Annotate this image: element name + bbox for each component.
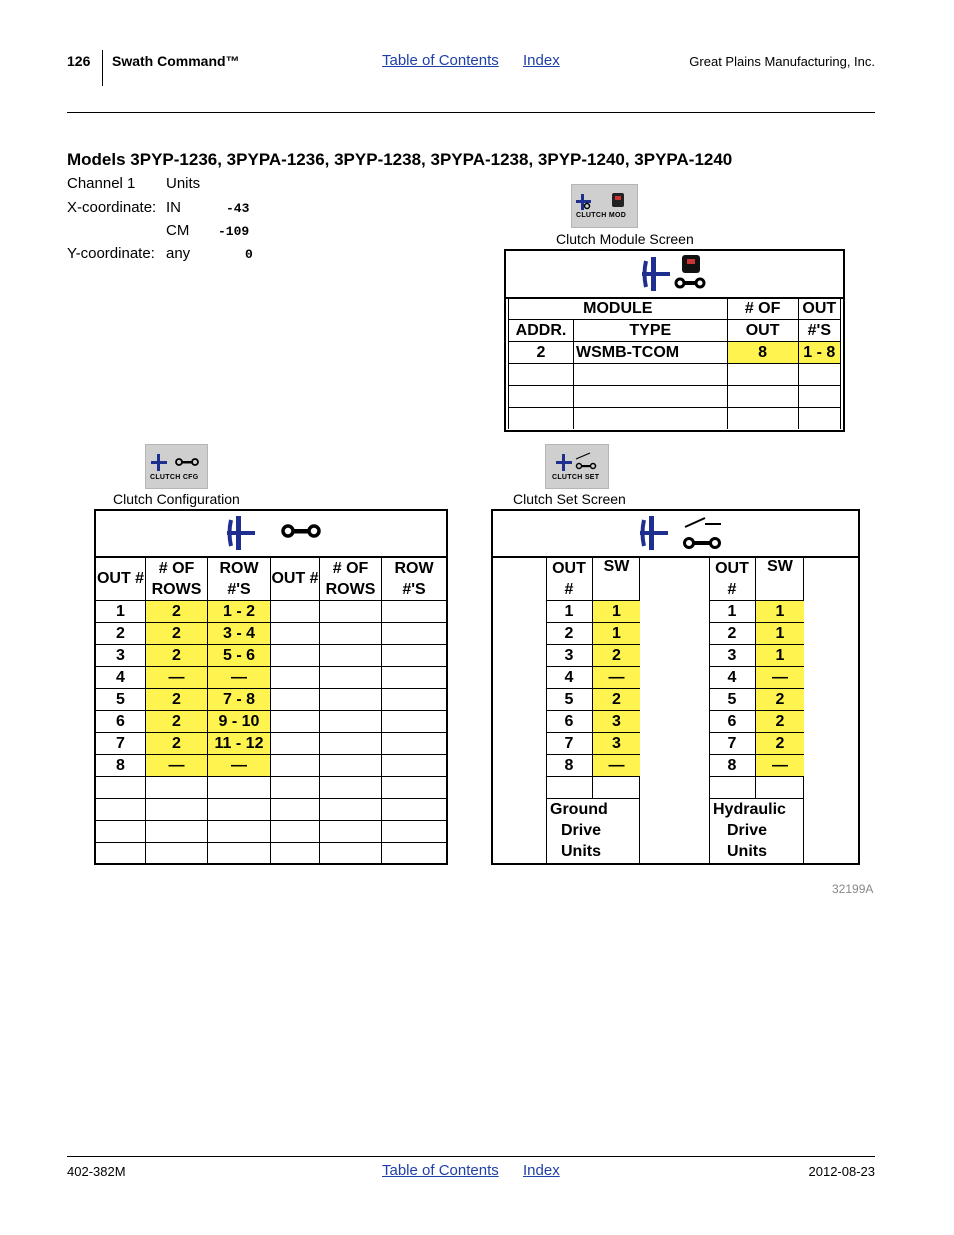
table-cell: 4 — [96, 667, 146, 689]
table-row — [709, 667, 804, 689]
config-screen-caption: Clutch Configuration — [113, 491, 240, 507]
table-cell — [271, 623, 320, 645]
clutch-module-icon — [572, 185, 637, 227]
table-cell — [593, 777, 641, 799]
clutch-config-icon — [146, 445, 207, 488]
toc-link[interactable]: Table of Contents — [382, 52, 499, 69]
clutch-set-label: CLUTCH SET — [552, 474, 600, 481]
module-screen-header — [506, 251, 843, 299]
clutch-set-button[interactable] — [545, 444, 609, 489]
table-cell — [509, 386, 574, 408]
doc-number: 402-382M — [67, 1164, 126, 1179]
table-row — [709, 777, 804, 799]
module-addr-cell: 2 — [509, 342, 574, 364]
table-cell: 2 — [146, 689, 208, 711]
table-cell — [271, 689, 320, 711]
table-cell: 3 — [709, 645, 756, 667]
table-cell — [320, 799, 382, 821]
table-cell — [320, 711, 382, 733]
clutch-set-icon — [546, 445, 608, 488]
table-row — [709, 623, 804, 645]
table-cell — [320, 645, 382, 667]
table-row — [96, 645, 446, 667]
table-cell — [146, 777, 208, 799]
set-screen-header — [493, 511, 858, 558]
table-cell — [727, 408, 798, 430]
table-cell — [382, 733, 447, 755]
table-row — [546, 601, 640, 623]
table-row — [509, 386, 841, 408]
header-rule — [67, 112, 875, 113]
footer-date: 2012-08-23 — [808, 1164, 875, 1179]
table-row — [546, 667, 640, 689]
x-in-unit: IN — [166, 199, 181, 216]
table-cell: — — [756, 755, 805, 777]
ground-drive-label: Ground Drive Units — [550, 801, 608, 860]
units-label: Units — [166, 175, 201, 192]
table-row — [546, 777, 640, 799]
table-cell — [320, 755, 382, 777]
table-cell: 5 — [96, 689, 146, 711]
num-of-header: # OF — [727, 298, 798, 320]
table-row — [96, 777, 446, 799]
table-cell: 8 — [709, 755, 756, 777]
page-number: 126 — [67, 53, 91, 69]
table-cell: 7 — [546, 733, 593, 755]
module-header: MODULE — [509, 298, 728, 320]
table-cell — [146, 799, 208, 821]
module-out-numbers-cell: 1 - 8 — [798, 342, 840, 364]
table-cell: 1 — [593, 601, 641, 623]
table-cell: 1 — [96, 601, 146, 623]
addr-header: ADDR. — [509, 320, 574, 342]
table-cell — [382, 601, 447, 623]
table-row — [96, 689, 446, 711]
table-cell — [709, 777, 756, 799]
table-row — [546, 689, 640, 711]
table-cell — [208, 821, 271, 843]
table-cell: 1 — [593, 623, 641, 645]
table-cell — [382, 689, 447, 711]
clutch-config-header-icon — [218, 511, 328, 556]
table-cell — [96, 799, 146, 821]
figure-id: 32199A — [832, 882, 874, 896]
table-row — [96, 667, 446, 689]
table-row — [546, 645, 640, 667]
x-in-value: -43 — [226, 201, 250, 216]
clutch-cfg-button[interactable] — [145, 444, 208, 489]
table-cell: 1 - 2 — [208, 601, 271, 623]
table-cell — [96, 843, 146, 865]
table-cell: — — [756, 667, 805, 689]
table-cell — [271, 777, 320, 799]
cfg-row-numbers-header: ROW #'S — [208, 557, 271, 601]
header-divider — [102, 50, 103, 86]
table-cell — [727, 364, 798, 386]
table-cell: 8 — [96, 755, 146, 777]
table-cell — [208, 843, 271, 865]
table-cell: 1 — [546, 601, 593, 623]
module-screen-caption: Clutch Module Screen — [556, 231, 694, 247]
clutch-cfg-label: CLUTCH CFG — [150, 474, 199, 481]
table-row — [96, 711, 446, 733]
table-row — [96, 623, 446, 645]
table-cell: — — [146, 755, 208, 777]
table-cell: 6 — [96, 711, 146, 733]
out-numbers-header: #'S — [798, 320, 840, 342]
clutch-mod-label: CLUTCH MOD — [576, 212, 627, 219]
y-value: 0 — [245, 247, 253, 262]
table-cell — [320, 843, 382, 865]
table-cell — [727, 386, 798, 408]
table-cell: — — [593, 667, 641, 689]
table-cell — [382, 821, 447, 843]
table-cell: 2 — [546, 623, 593, 645]
table-cell — [320, 689, 382, 711]
table-cell — [382, 799, 447, 821]
table-cell — [382, 667, 447, 689]
table-cell — [146, 821, 208, 843]
clutch-set-header-icon — [633, 511, 733, 556]
table-cell: 2 — [146, 601, 208, 623]
table-cell: 5 - 6 — [208, 645, 271, 667]
out-header: OUT — [798, 298, 840, 320]
hydraulic-out-header: OUT # — [709, 557, 756, 601]
table-cell — [271, 711, 320, 733]
table-cell — [271, 733, 320, 755]
table-cell — [271, 821, 320, 843]
table-cell — [798, 364, 840, 386]
table-cell — [382, 711, 447, 733]
clutch-module-screen — [504, 249, 845, 432]
table-row — [509, 342, 841, 364]
table-row — [709, 689, 804, 711]
table-cell: 3 — [593, 733, 641, 755]
cfg-rows-header: # OF ROWS — [146, 557, 208, 601]
table-cell — [146, 843, 208, 865]
table-cell: 7 — [709, 733, 756, 755]
table-cell: 2 — [593, 645, 641, 667]
table-cell — [382, 777, 447, 799]
table-cell: 2 — [756, 689, 805, 711]
table-cell: 11 - 12 — [208, 733, 271, 755]
table-cell — [320, 821, 382, 843]
table-row — [96, 843, 446, 865]
table-cell: 4 — [709, 667, 756, 689]
table-cell: 5 — [546, 689, 593, 711]
table-row — [546, 623, 640, 645]
hydraulic-drive-label: Hydraulic Drive Units — [713, 801, 786, 860]
table-row — [96, 799, 446, 821]
table-cell — [320, 601, 382, 623]
config-table — [96, 557, 446, 864]
x-cm-value: -109 — [218, 224, 250, 239]
cfg-out-header-2: OUT # — [271, 557, 320, 601]
table-cell: 9 - 10 — [208, 711, 271, 733]
x-cm-unit: CM — [166, 222, 190, 239]
table-cell — [271, 601, 320, 623]
table-cell: — — [208, 667, 271, 689]
table-cell: 7 - 8 — [208, 689, 271, 711]
table-cell: 4 — [546, 667, 593, 689]
table-cell — [208, 777, 271, 799]
table-row — [96, 601, 446, 623]
table-cell: 3 — [546, 645, 593, 667]
table-row — [709, 645, 804, 667]
table-cell — [271, 799, 320, 821]
hydraulic-sw-header: SW — [756, 557, 805, 601]
table-row — [96, 733, 446, 755]
table-row — [546, 711, 640, 733]
clutch-configuration-screen — [94, 509, 448, 865]
table-cell: — — [593, 755, 641, 777]
table-cell — [798, 408, 840, 430]
table-cell — [574, 386, 728, 408]
table-cell: 2 — [709, 623, 756, 645]
table-cell: 2 — [146, 623, 208, 645]
table-cell — [208, 799, 271, 821]
table-cell — [96, 777, 146, 799]
table-cell: 7 — [96, 733, 146, 755]
table-row — [96, 755, 446, 777]
ground-drive-table — [546, 557, 640, 799]
table-cell — [271, 667, 320, 689]
module-type-cell: WSMB-TCOM — [574, 342, 728, 364]
table-cell — [798, 386, 840, 408]
table-cell: 3 — [593, 711, 641, 733]
table-cell — [509, 364, 574, 386]
table-cell — [382, 645, 447, 667]
table-row — [509, 408, 841, 430]
table-cell — [546, 777, 593, 799]
y-unit: any — [166, 245, 191, 262]
table-cell — [96, 821, 146, 843]
table-cell — [320, 623, 382, 645]
table-cell: 2 — [756, 711, 805, 733]
clutch-module-header-icon — [638, 251, 718, 297]
ground-sw-header: SW — [593, 557, 641, 601]
table-cell — [574, 364, 728, 386]
cfg-row-numbers-header-2: ROW #'S — [382, 557, 447, 601]
set-screen-caption: Clutch Set Screen — [513, 491, 626, 507]
table-row — [709, 711, 804, 733]
table-cell: 6 — [709, 711, 756, 733]
table-cell: 2 — [96, 623, 146, 645]
footer-rule — [67, 1156, 875, 1157]
footer-index-link[interactable]: Index — [523, 1162, 560, 1179]
page-title: Models 3PYP-1236, 3PYPA-1236, 3PYP-1238, 3PYPA-1238, 3PYP-1240, 3PYPA-1240 — [67, 150, 733, 169]
module-out-count-cell: 8 — [727, 342, 798, 364]
table-cell: 2 — [146, 711, 208, 733]
table-cell — [382, 623, 447, 645]
module-table — [508, 298, 841, 429]
table-cell: 3 - 4 — [208, 623, 271, 645]
x-coordinate-label: X-coordinate: — [67, 199, 157, 216]
table-cell — [320, 667, 382, 689]
out-count-header: OUT — [727, 320, 798, 342]
section-title: Swath Command™ — [112, 53, 240, 69]
table-row — [709, 733, 804, 755]
table-cell: 5 — [709, 689, 756, 711]
ground-out-header: OUT # — [546, 557, 593, 601]
table-cell — [574, 408, 728, 430]
table-cell: 2 — [146, 645, 208, 667]
table-cell — [320, 733, 382, 755]
table-cell: 1 — [709, 601, 756, 623]
table-cell: 1 — [756, 645, 805, 667]
table-cell — [382, 843, 447, 865]
table-cell: 6 — [546, 711, 593, 733]
table-cell — [271, 755, 320, 777]
table-row — [709, 755, 804, 777]
company-name: Great Plains Manufacturing, Inc. — [689, 54, 875, 69]
cfg-rows-header-2: # OF ROWS — [320, 557, 382, 601]
table-cell: — — [208, 755, 271, 777]
table-cell: 1 — [756, 601, 805, 623]
table-cell — [382, 755, 447, 777]
config-screen-header — [96, 511, 446, 558]
table-cell: 2 — [756, 733, 805, 755]
table-cell: 2 — [593, 689, 641, 711]
table-cell — [320, 777, 382, 799]
footer-toc-link[interactable]: Table of Contents — [382, 1162, 499, 1179]
cfg-out-header: OUT # — [96, 557, 146, 601]
table-row — [96, 821, 446, 843]
clutch-mod-button[interactable] — [571, 184, 638, 228]
type-header: TYPE — [574, 320, 728, 342]
table-cell: 8 — [546, 755, 593, 777]
table-cell — [509, 408, 574, 430]
table-cell — [271, 843, 320, 865]
table-cell: 3 — [96, 645, 146, 667]
table-cell: 2 — [146, 733, 208, 755]
index-link[interactable]: Index — [523, 52, 560, 69]
hydraulic-drive-table — [709, 557, 804, 799]
table-cell — [271, 645, 320, 667]
table-row — [709, 601, 804, 623]
table-cell: 1 — [756, 623, 805, 645]
channel-label: Channel 1 — [67, 175, 136, 192]
clutch-set-screen — [491, 509, 860, 865]
table-cell — [756, 777, 805, 799]
table-row — [546, 755, 640, 777]
y-coordinate-label: Y-coordinate: — [67, 245, 155, 262]
table-row — [546, 733, 640, 755]
table-cell: — — [146, 667, 208, 689]
table-row — [509, 364, 841, 386]
